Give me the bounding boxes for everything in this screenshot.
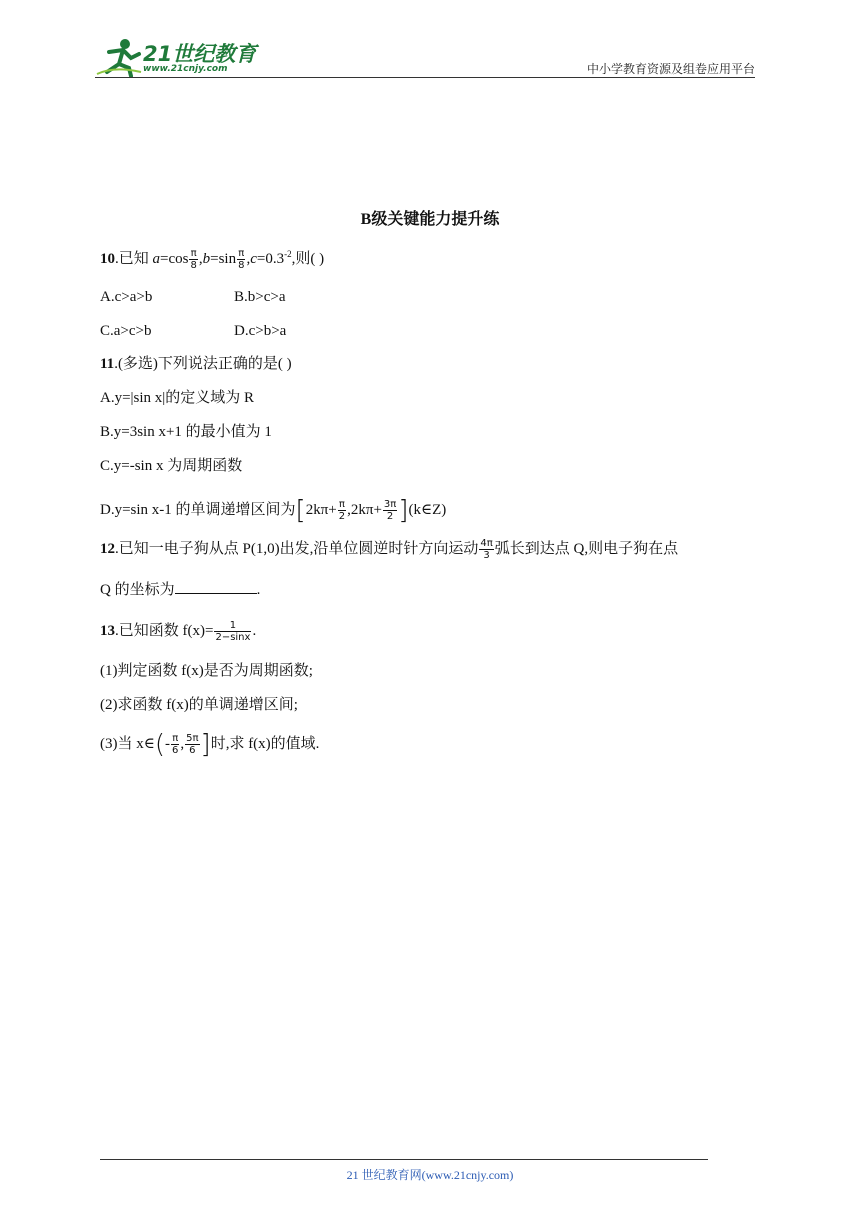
question-10-option-a: A.c>a>b xyxy=(100,289,153,305)
question-11-stem xyxy=(100,354,292,374)
question-number: 13 xyxy=(100,622,115,639)
fraction xyxy=(189,248,197,271)
question-12-stem xyxy=(100,538,678,561)
question-10-option-d: D.c>b>a xyxy=(234,323,287,339)
fraction-numerator: π xyxy=(338,499,345,510)
platform-name: 中小学教育资源及组卷应用平台 xyxy=(586,62,755,76)
question-12-line-2 xyxy=(100,579,260,600)
logo-brand-text: 21世纪教育 xyxy=(143,42,257,66)
fraction-numerator: π xyxy=(172,733,179,744)
question-13-part-3: (3)当 x∈(- $\frac{\pi}{6}$ , $\frac{5\pi}{6}$ ]时,求 f(x)的值域. xyxy=(100,729,320,760)
stem-text: ,则( ) xyxy=(291,251,325,267)
fraction xyxy=(171,733,179,756)
fraction xyxy=(383,499,397,522)
fraction-denominator: 8 xyxy=(238,260,245,272)
option-text: 2kπ+ xyxy=(305,501,337,518)
stem-text: .已知函数 f(x)= xyxy=(115,622,214,639)
fraction xyxy=(214,620,251,643)
stem-text: .已知一电子狗从点 P(1,0)出发,沿单位圆逆时针方向运动 xyxy=(115,540,479,557)
header-divider xyxy=(95,77,755,78)
answer-blank[interactable] xyxy=(175,579,257,594)
fraction xyxy=(185,733,199,756)
fraction-numerator: π xyxy=(190,248,197,260)
part-text: 时,求 f(x)的值域. xyxy=(210,735,320,752)
fraction-denominator: 2−sinx xyxy=(215,632,251,643)
stem-text: =sin xyxy=(210,251,237,267)
right-bracket: ] xyxy=(200,729,211,760)
part-text: (3)当 x∈ xyxy=(100,735,155,752)
fraction-denominator: 8 xyxy=(190,260,197,272)
question-11-option-c: C.y=-sin x 为周期函数 xyxy=(100,458,243,474)
fraction-denominator: 3 xyxy=(483,550,490,561)
stem-text: Q 的坐标为 xyxy=(100,582,175,598)
fraction-denominator: 6 xyxy=(172,745,179,756)
footer-link[interactable]: 21 世纪教育网(www.21cnjy.com) xyxy=(346,1168,514,1182)
exponent: -2 xyxy=(284,249,292,259)
question-number: 12 xyxy=(100,540,115,557)
fraction-denominator: 6 xyxy=(189,745,196,756)
runner-logo-icon xyxy=(95,36,143,78)
fraction-numerator: π xyxy=(238,248,245,260)
fraction-numerator: 5π xyxy=(186,733,199,744)
question-11-option-b: B.y=3sin x+1 的最小值为 1 xyxy=(100,424,272,440)
option-text: D.y=sin x-1 的单调递增区间为 xyxy=(100,501,296,518)
question-10-option-b: B.b>c>a xyxy=(234,289,286,305)
fraction xyxy=(479,538,493,561)
question-13-part-2: (2)求函数 f(x)的单调递增区间; xyxy=(100,697,298,713)
fraction xyxy=(237,248,245,271)
left-paren: ( xyxy=(154,729,166,760)
var-a: a xyxy=(152,251,161,267)
left-bracket: [ xyxy=(295,495,306,526)
stem-text: =cos xyxy=(160,251,189,267)
stem-text: . xyxy=(256,582,261,598)
stem-text: . xyxy=(252,622,257,639)
stem-text: .(多选)下列说法正确的是( ) xyxy=(114,356,292,372)
var-c: c xyxy=(250,251,257,267)
right-bracket: ] xyxy=(398,495,409,526)
option-text: ,2kπ+ xyxy=(347,501,382,518)
question-13-stem xyxy=(100,620,256,643)
fraction-denominator: 2 xyxy=(386,511,394,522)
question-number: 11 xyxy=(100,356,115,372)
fraction xyxy=(338,499,346,522)
var-b: b xyxy=(202,251,211,267)
option-text: (k∈Z) xyxy=(408,501,447,518)
logo-url-text: www.21cnjy.com xyxy=(143,64,228,74)
question-13-part-1: (1)判定函数 f(x)是否为周期函数; xyxy=(100,663,313,679)
question-11-option-d xyxy=(100,495,447,526)
stem-text: .已知 xyxy=(115,251,153,267)
fraction-numerator: 3π xyxy=(383,499,397,510)
fraction-denominator: 2 xyxy=(338,511,346,522)
question-10-option-c: C.a>c>b xyxy=(100,323,152,339)
section-title: B级关键能力提升练 xyxy=(360,211,500,228)
question-11-option-a: A.y=|sin x|的定义域为 R xyxy=(100,390,255,406)
fraction-numerator: 4π xyxy=(480,538,493,549)
site-logo[interactable] xyxy=(95,36,265,78)
question-number: 10 xyxy=(100,251,115,267)
footer-divider xyxy=(100,1159,708,1160)
stem-text: 弧长到达点 Q,则电子狗在点 xyxy=(494,540,679,557)
question-10-stem: 10.已知 a=cos $\frac{\pi}{8}$ ,b=sin $\frac{\pi}{8}$ $,c=0.3^{-2}$,则( ) xyxy=(100,248,325,272)
stem-text: =0.3 xyxy=(256,251,285,267)
fraction-numerator: 1 xyxy=(214,620,251,632)
